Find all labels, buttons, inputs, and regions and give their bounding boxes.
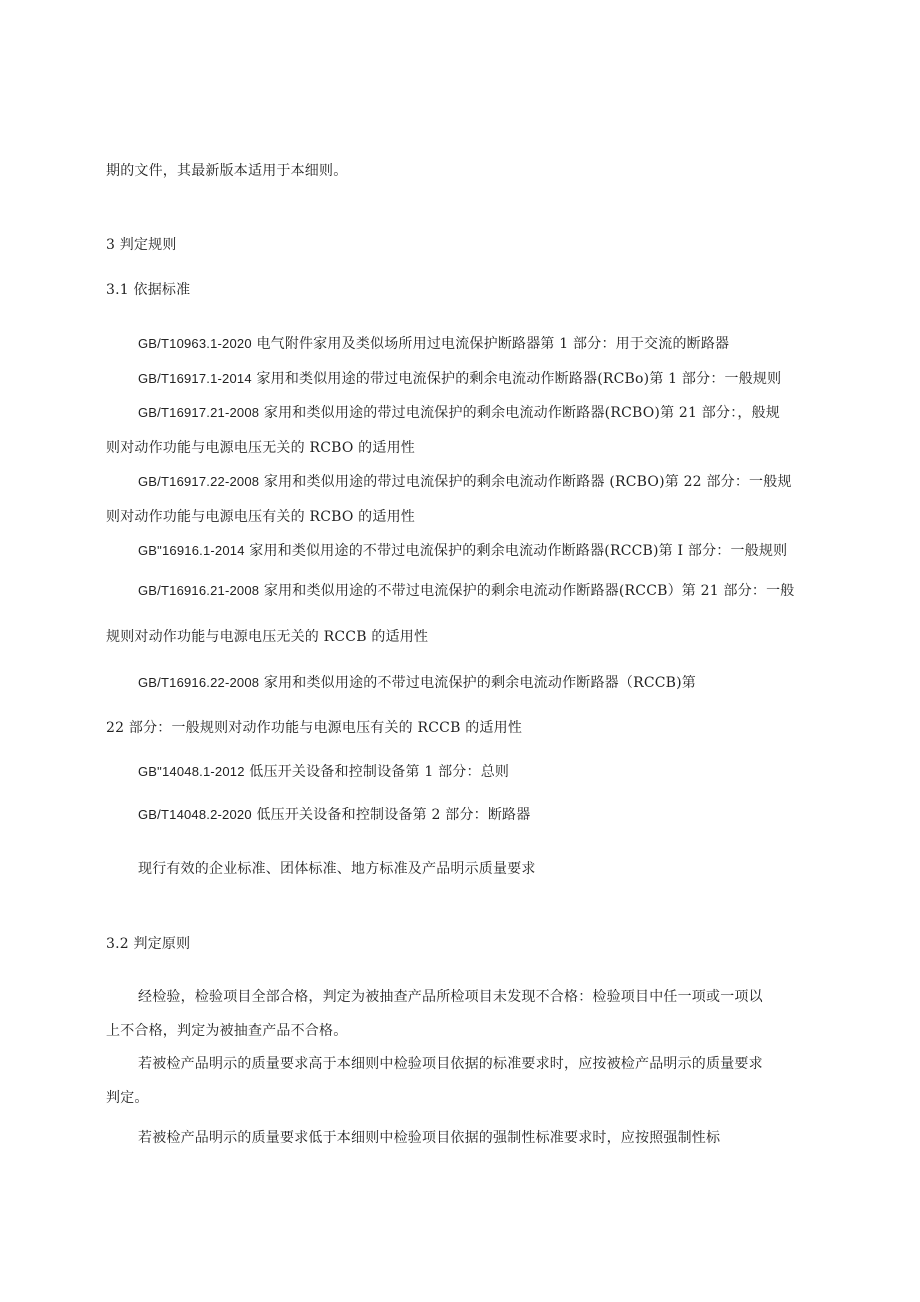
standard-title: 低压开关设备和控制设备第 2 部分：断路器 bbox=[256, 807, 531, 823]
standard-title: 家用和类似用途的不带过电流保护的剩余电流动作断路器(RCCB）第 21 部分：一般 bbox=[263, 583, 795, 599]
standard-title: 家用和类似用途的带过电流保护的剩余电流动作断路器 (RCBO)第 22 部分：一般规 bbox=[263, 474, 792, 490]
standard-code: GB/T16916.22-2008 bbox=[138, 675, 260, 690]
paragraph-line: 若被检产品明示的质量要求低于本细则中检验项目依据的强制性标准要求时，应按照强制性标 bbox=[138, 1130, 721, 1146]
standard-code: GB"14048.1-2012 bbox=[138, 764, 245, 779]
section-3-1-heading: 3.1 依据标准 bbox=[106, 282, 191, 298]
standard-title: 家用和类似用途的带过电流保护的剩余电流动作断路器(RCBO)第 21 部分：，般规 bbox=[263, 405, 780, 421]
standard-item bbox=[138, 806, 530, 824]
standard-title-continuation: 22 部分：一般规则对动作功能与电源电压有关的 RCCB 的适用性 bbox=[106, 720, 523, 736]
section-3-2-heading: 3.2 判定原则 bbox=[106, 936, 191, 952]
other-standards-text: 现行有效的企业标准、团体标准、地方标准及产品明示质量要求 bbox=[138, 861, 536, 877]
intro-tail-text: 期的文件，其最新版本适用于本细则。 bbox=[106, 163, 348, 179]
paragraph-line: 若被检产品明示的质量要求高于本细则中检验项目依据的标准要求时，应按被检产品明示的质量要求 bbox=[138, 1056, 763, 1072]
paragraph-line: 经检验，检验项目全部合格，判定为被抽查产品所检项目未发现不合格：检验项目中任一项或一项以 bbox=[138, 989, 763, 1005]
standard-code: GB/T16917.1-2014 bbox=[138, 371, 252, 386]
standard-code: GB/T16916.21-2008 bbox=[138, 583, 260, 598]
standard-title-continuation: 则对动作功能与电源电压无关的 RCBO 的适用性 bbox=[106, 440, 415, 456]
standard-title-continuation: 则对动作功能与电源电压有关的 RCBO 的适用性 bbox=[106, 509, 415, 525]
standard-title: 家用和类似用途的不带过电流保护的剩余电流动作断路器(RCCB)第 I 部分：一般规则 bbox=[249, 543, 788, 559]
standard-item bbox=[138, 763, 509, 781]
standard-title-continuation: 规则对动作功能与电源电压无关的 RCCB 的适用性 bbox=[106, 629, 429, 645]
standard-title: 家用和类似用途的不带过电流保护的剩余电流动作断路器（RCCB)第 bbox=[263, 675, 696, 691]
standard-title: 家用和类似用途的带过电流保护的剩余电流动作断路器(RCBo)第 1 部分：一般规则 bbox=[256, 371, 782, 387]
standard-title: 低压开关设备和控制设备第 1 部分：总则 bbox=[249, 764, 510, 780]
standard-code: GB/T10963.1-2020 bbox=[138, 336, 252, 351]
standard-item bbox=[138, 542, 787, 560]
standard-code: GB/T16917.21-2008 bbox=[138, 405, 260, 420]
standard-code: GB/T16917.22-2008 bbox=[138, 474, 260, 489]
paragraph-line: 上不合格，判定为被抽查产品不合格。 bbox=[106, 1023, 348, 1039]
section-3-heading: 3 判定规则 bbox=[106, 237, 177, 253]
standard-item bbox=[138, 370, 781, 388]
standard-title: 电气附件家用及类似场所用过电流保护断路器第 1 部分：用于交流的断路器 bbox=[256, 336, 730, 352]
standard-item bbox=[138, 404, 780, 422]
paragraph-line: 判定。 bbox=[106, 1090, 149, 1106]
standard-item bbox=[138, 335, 729, 353]
standard-item bbox=[138, 473, 792, 491]
standard-code: GB"16916.1-2014 bbox=[138, 543, 245, 558]
standard-item bbox=[138, 674, 696, 692]
standard-item bbox=[138, 582, 795, 600]
standard-code: GB/T14048.2-2020 bbox=[138, 807, 252, 822]
